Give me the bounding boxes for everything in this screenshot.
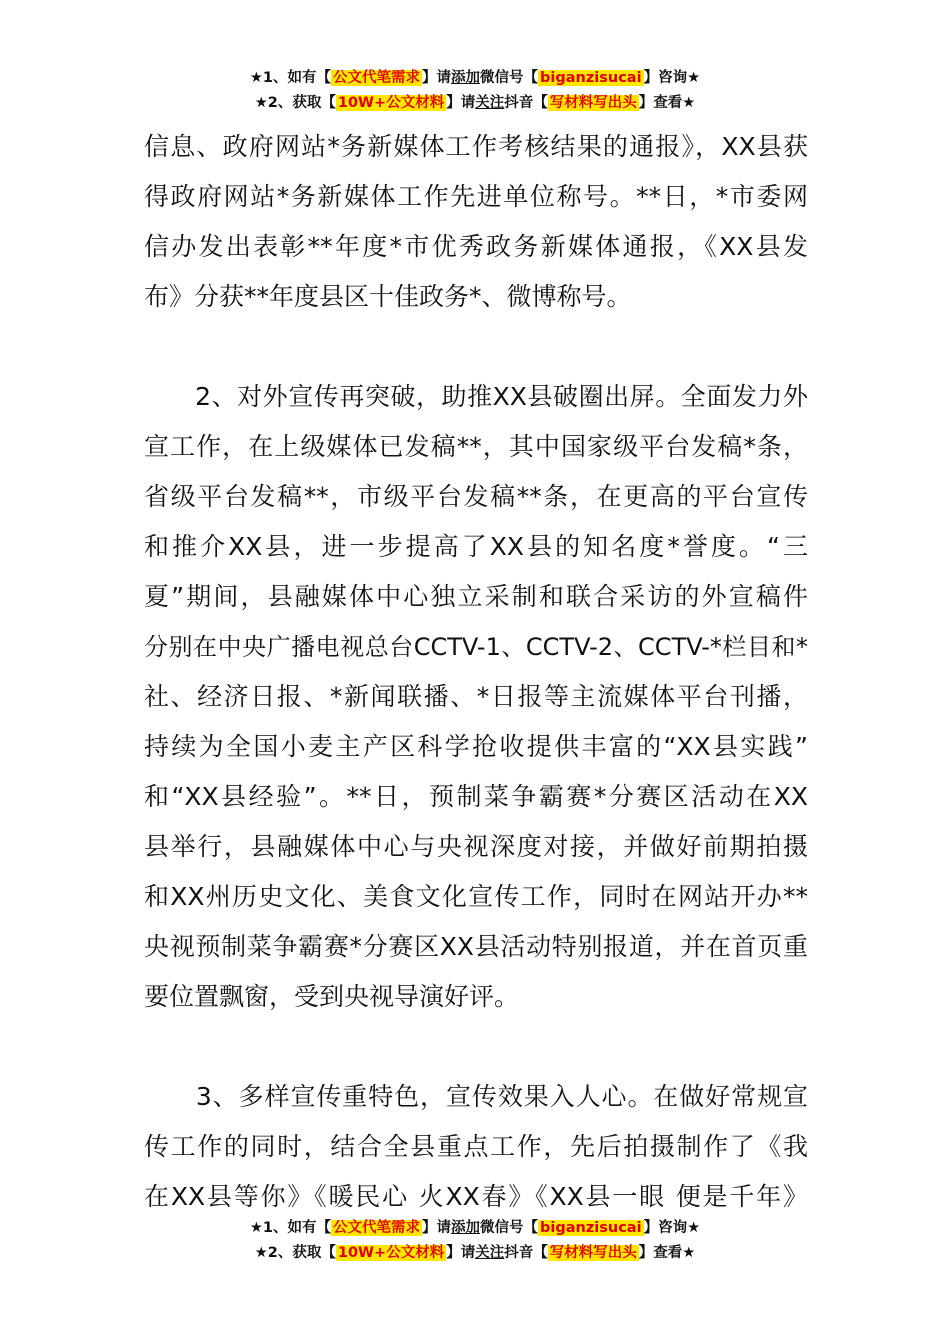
text-line: 和“XX县经验”。**日，预制菜争霸赛*分赛区活动在XX <box>144 782 808 811</box>
header-banner <box>0 66 950 116</box>
banner-line-2: ★2、获取【 10W+公文材料 】请关注抖音【 写材料写出头 】查看★ <box>254 1245 696 1261</box>
banner-line-1: ★1、如有【 公文代笔需求 】请添加微信号【 biganzisucai 】咨询★ <box>249 1220 701 1236</box>
paragraph <box>144 1072 808 1222</box>
highlight-douyin: 写材料写出头 <box>549 95 637 111</box>
highlight-service: 公文代笔需求 <box>333 1220 421 1236</box>
text-line: 省级平台发稿**，市级平台发稿**条，在更高的平台宣传 <box>144 482 808 511</box>
highlight-materials: 10W+公文材料 <box>337 1245 445 1261</box>
text-line: 社、经济日报、*新闻联播、*日报等主流媒体平台刊播， <box>144 682 808 711</box>
text-line: 3、多样宣传重特色，宣传效果入人心。在做好常规宣 <box>144 1082 808 1111</box>
highlight-wechat-id: biganzisucai <box>540 1220 642 1236</box>
paragraph-gap <box>144 322 808 372</box>
text-line: 分别在中央广播电视总台CCTV-1、CCTV-2、CCTV-*栏目和* <box>144 633 808 661</box>
text-line: 和XX州历史文化、美食文化宣传工作，同时在网站开办** <box>144 882 808 911</box>
paragraph <box>144 372 808 1022</box>
text-line: 要位置飘窗，受到央视导演好评。 <box>144 982 520 1011</box>
text-line: 2、对外宣传再突破，助推XX县破圈出屏。全面发力外 <box>144 382 808 411</box>
text-line: 信办发出表彰**年度*市优秀政务新媒体通报，《XX县发 <box>144 232 808 261</box>
footer-banner <box>0 1216 950 1266</box>
paragraph-gap <box>144 1022 808 1072</box>
highlight-materials: 10W+公文材料 <box>337 95 445 111</box>
banner-line-1: ★1、如有【 公文代笔需求 】请添加微信号【 biganzisucai 】咨询★ <box>249 70 701 86</box>
highlight-douyin: 写材料写出头 <box>549 1245 637 1261</box>
text-line: 县举行，县融媒体中心与央视深度对接，并做好前期拍摄 <box>144 832 808 861</box>
highlight-service: 公文代笔需求 <box>333 70 421 86</box>
highlight-wechat-id: biganzisucai <box>540 70 642 86</box>
text-line: 信息、政府网站*务新媒体工作考核结果的通报》，XX县获 <box>144 132 808 161</box>
document-body <box>144 122 808 1222</box>
text-line: 布》分获**年度县区十佳政务*、微博称号。 <box>144 282 632 311</box>
paragraph <box>144 122 808 322</box>
text-line: 央视预制菜争霸赛*分赛区XX县活动特别报道，并在首页重 <box>144 932 808 961</box>
banner-line-2: ★2、获取【 10W+公文材料 】请关注抖音【 写材料写出头 】查看★ <box>254 95 696 111</box>
text-line: 在XX县等你》《暖民心 火XX春》《XX县一眼 便是千年》 <box>144 1182 808 1211</box>
text-line: 夏”期间，县融媒体中心独立采制和联合采访的外宣稿件 <box>144 582 808 611</box>
text-line: 宣工作，在上级媒体已发稿**，其中国家级平台发稿*条， <box>144 432 808 461</box>
text-line: 持续为全国小麦主产区科学抢收提供丰富的“XX县实践” <box>144 732 808 761</box>
text-line: 和推介XX县，进一步提高了XX县的知名度*誉度。“三 <box>144 532 808 561</box>
text-line: 传工作的同时，结合全县重点工作，先后拍摄制作了《我 <box>144 1132 808 1161</box>
text-line: 得政府网站*务新媒体工作先进单位称号。**日，*市委网 <box>144 182 808 211</box>
